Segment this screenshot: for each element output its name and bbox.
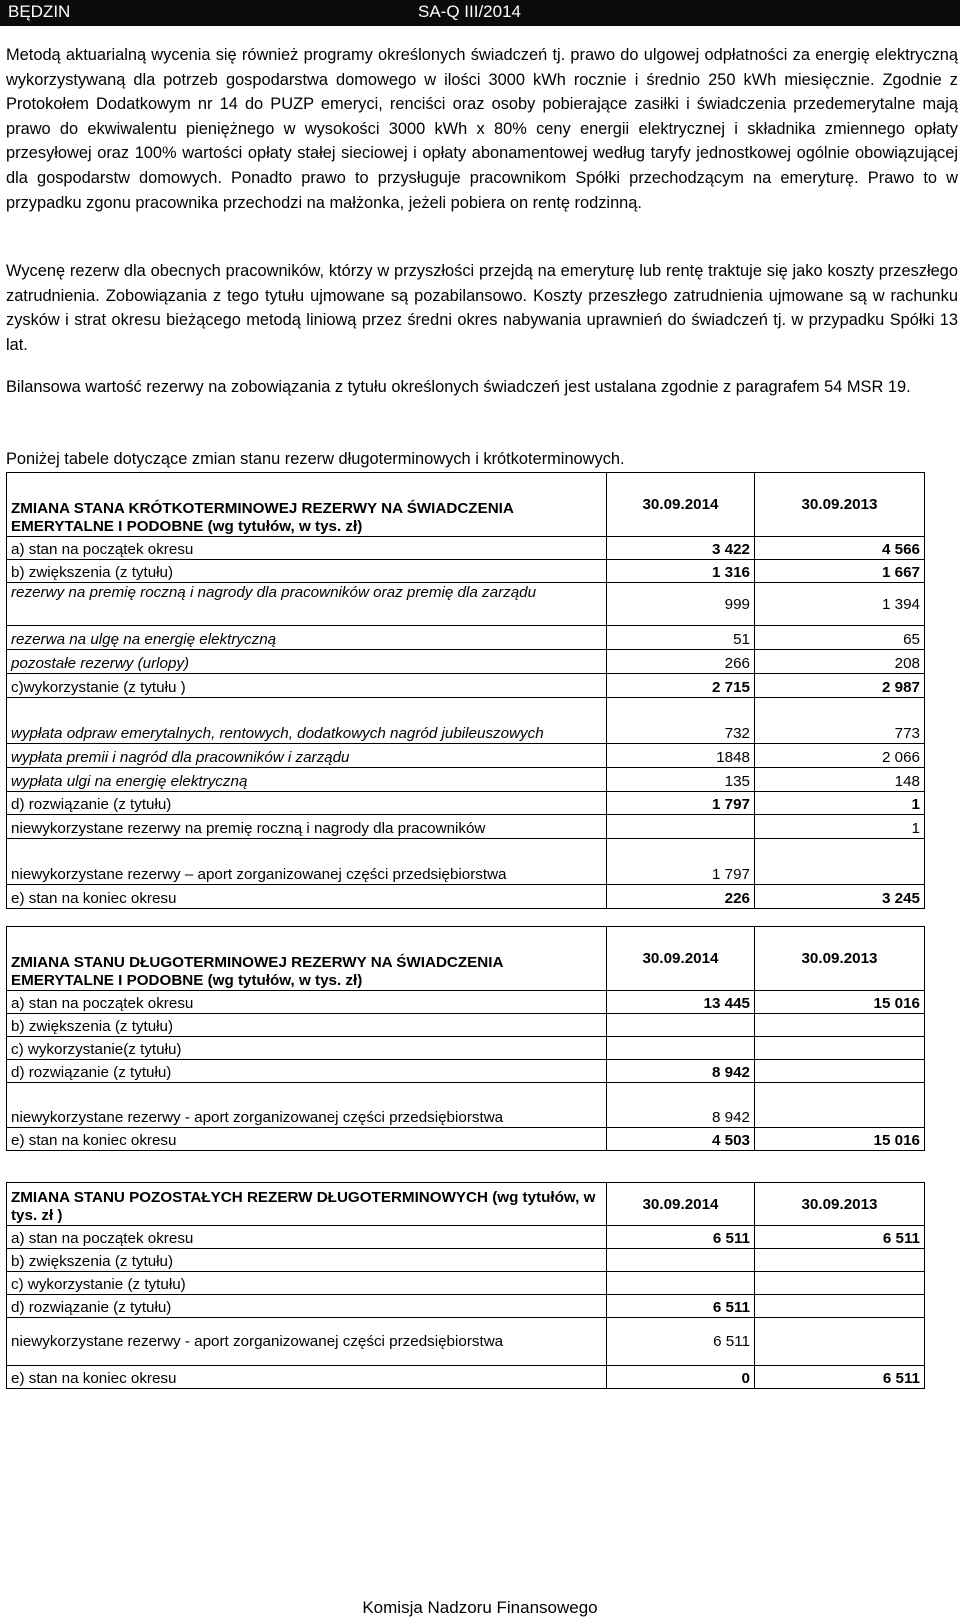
table-header-row bbox=[7, 473, 925, 537]
row-label: d) rozwiązanie (z tytułu) bbox=[7, 792, 607, 815]
row-value bbox=[607, 1272, 755, 1295]
row-label: d) rozwiązanie (z tytułu) bbox=[7, 1295, 607, 1318]
row-value: 1 667 bbox=[755, 560, 925, 583]
table-row bbox=[7, 1366, 925, 1389]
row-value bbox=[755, 1295, 925, 1318]
short-term-provision-table bbox=[6, 472, 925, 909]
row-label: pozostałe rezerwy (urlopy) bbox=[7, 650, 607, 674]
table-row bbox=[7, 674, 925, 698]
table-row bbox=[7, 537, 925, 560]
row-value bbox=[755, 1272, 925, 1295]
row-value: 2 715 bbox=[607, 674, 755, 698]
table-row bbox=[7, 792, 925, 815]
row-label: wypłata odpraw emerytalnych, rentowych, dodatkowych nagród jubileuszowych bbox=[7, 698, 607, 744]
row-value: 773 bbox=[755, 698, 925, 744]
row-label: e) stan na koniec okresu bbox=[7, 885, 607, 909]
row-value bbox=[755, 1014, 925, 1037]
table-row bbox=[7, 744, 925, 768]
table-row bbox=[7, 1083, 925, 1128]
row-value: 65 bbox=[755, 626, 925, 650]
row-value: 15 016 bbox=[755, 991, 925, 1014]
long-term-provision-table bbox=[6, 926, 925, 1151]
table-row bbox=[7, 583, 925, 626]
row-value: 15 016 bbox=[755, 1128, 925, 1151]
row-value bbox=[755, 1037, 925, 1060]
row-value: 3 245 bbox=[755, 885, 925, 909]
row-label: niewykorzystane rezerwy - aport zorganizowanej części przedsiębiorstwa bbox=[7, 1083, 607, 1128]
row-label: rezerwa na ulgę na energię elektryczną bbox=[7, 626, 607, 650]
row-label: c)wykorzystanie (z tytułu ) bbox=[7, 674, 607, 698]
row-label: b) zwiększenia (z tytułu) bbox=[7, 1249, 607, 1272]
table-row bbox=[7, 1226, 925, 1249]
row-label: c) wykorzystanie(z tytułu) bbox=[7, 1037, 607, 1060]
row-label: wypłata premii i nagród dla pracowników i zarządu bbox=[7, 744, 607, 768]
row-value: 1 bbox=[755, 815, 925, 839]
row-value: 226 bbox=[607, 885, 755, 909]
row-value: 8 942 bbox=[607, 1060, 755, 1083]
row-value: 8 942 bbox=[607, 1083, 755, 1128]
row-value bbox=[755, 1060, 925, 1083]
row-value: 1 394 bbox=[755, 583, 925, 626]
row-value: 13 445 bbox=[607, 991, 755, 1014]
table-row bbox=[7, 1272, 925, 1295]
table-row bbox=[7, 885, 925, 909]
row-value: 1 316 bbox=[607, 560, 755, 583]
row-label: a) stan na początek okresu bbox=[7, 537, 607, 560]
row-value: 208 bbox=[755, 650, 925, 674]
row-value: 732 bbox=[607, 698, 755, 744]
table-row bbox=[7, 768, 925, 792]
row-value: 1848 bbox=[607, 744, 755, 768]
row-label: b) zwiększenia (z tytułu) bbox=[7, 1014, 607, 1037]
column-header: 30.09.2014 bbox=[607, 927, 755, 991]
row-value: 6 511 bbox=[607, 1226, 755, 1249]
row-value: 1 797 bbox=[607, 839, 755, 885]
table-header-row bbox=[7, 927, 925, 991]
table-row bbox=[7, 991, 925, 1014]
column-header: 30.09.2013 bbox=[755, 473, 925, 537]
row-value: 148 bbox=[755, 768, 925, 792]
row-value: 51 bbox=[607, 626, 755, 650]
row-label: niewykorzystane rezerwy – aport zorganizowanej części przedsiębiorstwa bbox=[7, 839, 607, 885]
table-row bbox=[7, 650, 925, 674]
table-row bbox=[7, 815, 925, 839]
table-row bbox=[7, 698, 925, 744]
table-row bbox=[7, 626, 925, 650]
paragraph-intro: Poniżej tabele dotyczące zmian stanu rezerw długoterminowych i krótkoterminowych. bbox=[6, 450, 625, 468]
table-row bbox=[7, 1295, 925, 1318]
column-header: 30.09.2014 bbox=[607, 473, 755, 537]
row-value bbox=[755, 839, 925, 885]
row-value bbox=[607, 1249, 755, 1272]
row-value: 6 511 bbox=[755, 1366, 925, 1389]
table-row bbox=[7, 1060, 925, 1083]
row-value: 1 797 bbox=[607, 792, 755, 815]
row-value: 6 511 bbox=[755, 1226, 925, 1249]
paragraph-actuarial: Metodą aktuarialną wycenia się również programy określonych świadczeń tj. prawo do ulgowej odpłatności za energię elektryczną wykorzystywaną dla potrzeb gospodarstwa domowego w ilości 3000 kWh rocznie i średnio 250 kWh miesięcznie. Zgodnie z Protokołem Dodatkowym nr 14 do PUZP emeryci, renciści oraz osoby pobierające zasiłki i świadczenia przedemerytalne mają prawo do ekwiwalentu pieniężnego w wysokości 3000 kWh x 80% ceny energii elektrycznej i składnika zmiennego opłaty przesyłowej oraz 100% wartości opłaty stałej sieciowej i opłaty abonamentowej według taryfy jednostkowej ogólnie obowiązującej dla gospodarstw domowych. Ponadto prawo to przysługuje pracownikom Spółki przechodzącym na emeryturę. Prawo to w przypadku zgonu pracownika przechodzi na małżonka, jeżeli pobiera on rentę rodzinną. bbox=[6, 46, 958, 212]
row-value: 135 bbox=[607, 768, 755, 792]
column-header: 30.09.2013 bbox=[755, 1183, 925, 1226]
row-value bbox=[755, 1083, 925, 1128]
row-label: e) stan na koniec okresu bbox=[7, 1366, 607, 1389]
row-value: 4 566 bbox=[755, 537, 925, 560]
row-value: 6 511 bbox=[607, 1318, 755, 1366]
row-value: 1 bbox=[755, 792, 925, 815]
column-header: 30.09.2014 bbox=[607, 1183, 755, 1226]
row-label: rezerwy na premię roczną i nagrody dla pracowników oraz premię dla zarządu bbox=[7, 583, 607, 626]
page-header bbox=[0, 0, 960, 26]
header-report: SA-Q III/2014 bbox=[418, 2, 521, 21]
table-title: ZMIANA STANA KRÓTKOTERMINOWEJ REZERWY NA ŚWIADCZENIA EMERYTALNE I PODOBNE (wg tytułów, w tys. zł) bbox=[7, 473, 607, 537]
table-row bbox=[7, 1249, 925, 1272]
table-row bbox=[7, 560, 925, 583]
row-value: 2 987 bbox=[755, 674, 925, 698]
column-header: 30.09.2013 bbox=[755, 927, 925, 991]
row-label: a) stan na początek okresu bbox=[7, 991, 607, 1014]
table-title: ZMIANA STANU DŁUGOTERMINOWEJ REZERWY NA ŚWIADCZENIA EMERYTALNE I PODOBNE (wg tytułów, w tys. zł) bbox=[7, 927, 607, 991]
table-row bbox=[7, 1318, 925, 1366]
row-label: d) rozwiązanie (z tytułu) bbox=[7, 1060, 607, 1083]
table-row bbox=[7, 1128, 925, 1151]
table-row bbox=[7, 839, 925, 885]
row-value bbox=[755, 1318, 925, 1366]
table-title: ZMIANA STANU POZOSTAŁYCH REZERW DŁUGOTERMINOWYCH (wg tytułów, w tys. zł ) bbox=[7, 1183, 607, 1226]
other-long-term-provision-table bbox=[6, 1182, 925, 1389]
table-row bbox=[7, 1037, 925, 1060]
header-company: BĘDZIN bbox=[8, 2, 71, 21]
row-value: 4 503 bbox=[607, 1128, 755, 1151]
row-label: b) zwiększenia (z tytułu) bbox=[7, 560, 607, 583]
row-label: niewykorzystane rezerwy - aport zorganizowanej części przedsiębiorstwa bbox=[7, 1318, 607, 1366]
row-value: 6 511 bbox=[607, 1295, 755, 1318]
paragraph-valuation: Wycenę rezerw dla obecnych pracowników, którzy w przyszłości przejdą na emeryturę lub rentę traktuje się jako koszty przeszłego zatrudnienia. Zobowiązania z tego tytułu ujmowane są pozabilansowo. Koszty przeszłego zatrudnienia ujmowane są w rachunku zysków i strat okresu bieżącego metodą liniową przez średni okres nabywania uprawnień do świadczeń tj. w przypadku Spółki 13 lat. bbox=[6, 262, 958, 354]
row-value bbox=[755, 1249, 925, 1272]
table-header-row bbox=[7, 1183, 925, 1226]
row-value: 266 bbox=[607, 650, 755, 674]
row-value: 999 bbox=[607, 583, 755, 626]
row-label: c) wykorzystanie (z tytułu) bbox=[7, 1272, 607, 1295]
row-label: wypłata ulgi na energię elektryczną bbox=[7, 768, 607, 792]
row-value: 3 422 bbox=[607, 537, 755, 560]
row-value: 0 bbox=[607, 1366, 755, 1389]
row-value bbox=[607, 1014, 755, 1037]
table-row bbox=[7, 1014, 925, 1037]
row-value bbox=[607, 815, 755, 839]
paragraph-balance: Bilansowa wartość rezerwy na zobowiązania z tytułu określonych świadczeń jest ustalana zgodnie z paragrafem 54 MSR 19. bbox=[6, 378, 911, 396]
row-label: e) stan na koniec okresu bbox=[7, 1128, 607, 1151]
row-value: 2 066 bbox=[755, 744, 925, 768]
row-label: niewykorzystane rezerwy na premię roczną i nagrody dla pracowników bbox=[7, 815, 607, 839]
row-label: a) stan na początek okresu bbox=[7, 1226, 607, 1249]
row-value bbox=[607, 1037, 755, 1060]
page-footer: Komisja Nadzoru Finansowego bbox=[362, 1598, 598, 1617]
